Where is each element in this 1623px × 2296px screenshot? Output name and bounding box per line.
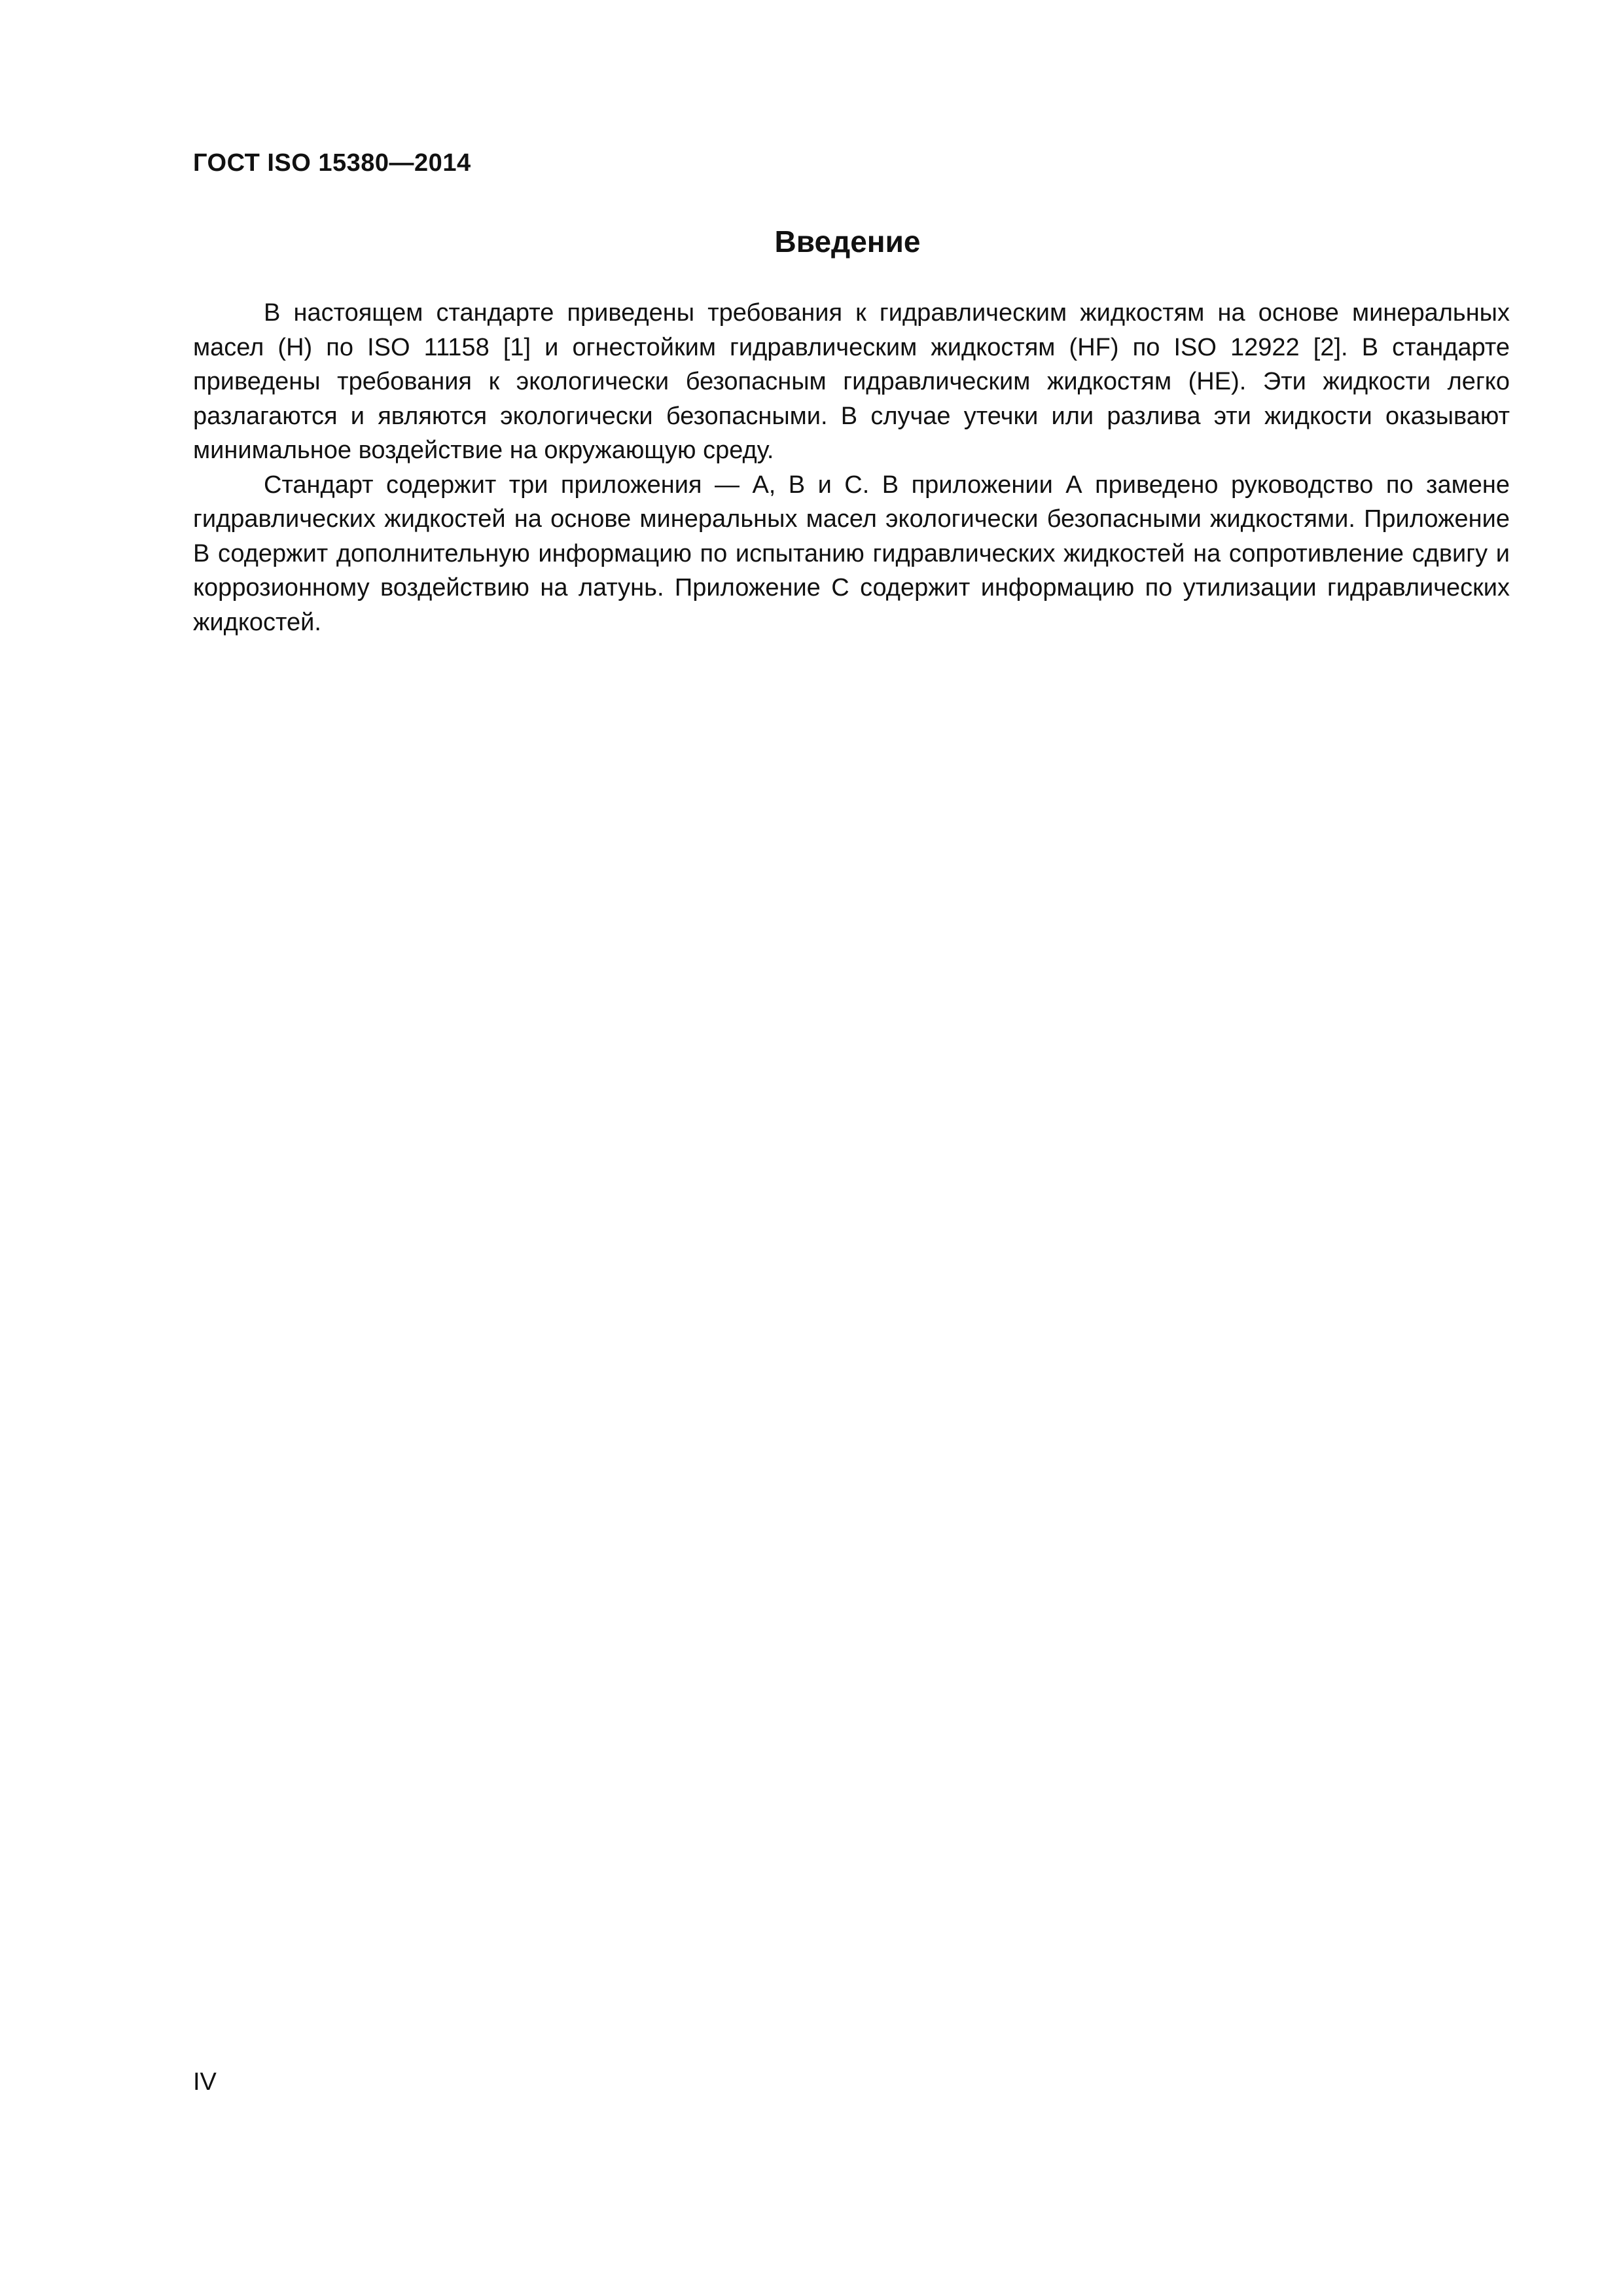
paragraph-1: В настоящем стандарте приведены требования к гидравлическим жидкостям на основе минеральных масел (H) по ISO 11158 [1] и огнестойким гидравлическим жидкостям (HF) по ISO 12922 [2]. В стандарте приведены требования к экологически безопасным гидравлическим жидкостям (HE). Эти жидкости легко разлагаются и являются экологически безопасными. В случае утечки или разлива эти жидкости оказывают минимальное воздействие на окружающую среду. <box>193 299 1510 464</box>
page-number: IV <box>193 2068 217 2096</box>
section-title: Введение <box>774 224 921 259</box>
standard-code-header: ГОСТ ISO 15380—2014 <box>193 149 471 177</box>
paragraph-2: Стандарт содержит три приложения — А, В и С. В приложении А приведено руководство по замене гидравлических жидкостей на основе минеральных масел экологически безопасными жидкостями. Приложение В содержит дополнительную информацию по испытанию гидравлических жидкостей на сопротивление сдвигу и коррозионному воздействию на латунь. Приложение С содержит информацию по утилизации гидравлических жидкостей. <box>193 471 1510 636</box>
body-text <box>193 296 1510 639</box>
